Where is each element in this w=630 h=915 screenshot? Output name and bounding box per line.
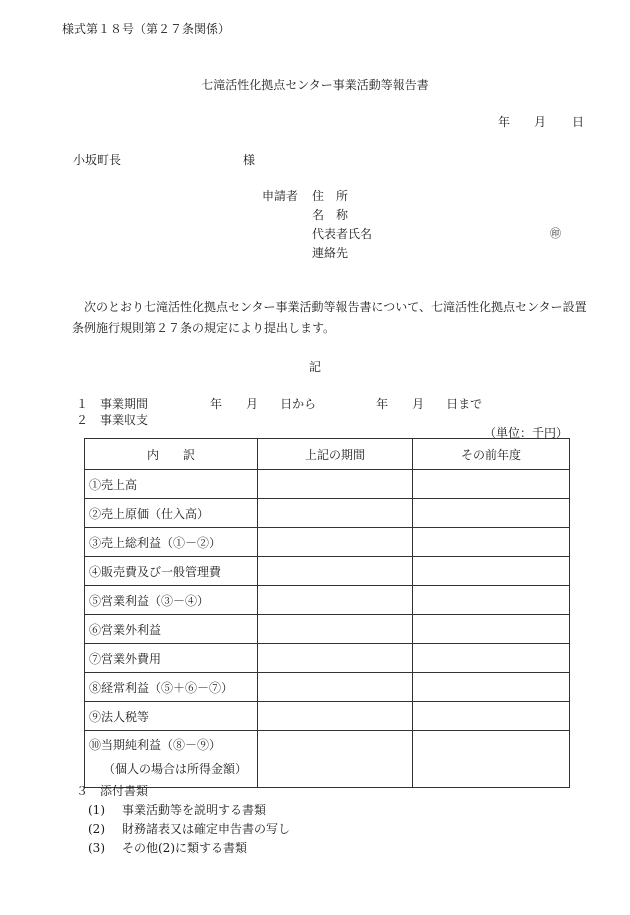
table-row: [85, 615, 570, 644]
cell-previous[interactable]: [413, 615, 570, 644]
date-line: [498, 113, 584, 130]
attachment-item: [88, 839, 247, 856]
header-current-period: 上記の期間: [258, 439, 413, 470]
body-paragraph: 次のとおり七滝活性化拠点センター事業活動等報告書について、七滝活性化拠点センター設置条例施行規則第２７条の規定により提出します。: [72, 300, 587, 335]
item-business-period: [76, 395, 482, 412]
cell-previous[interactable]: [413, 586, 570, 615]
table-row: [85, 673, 570, 702]
row-label: ⑥営業外利益: [85, 615, 258, 644]
cell-previous[interactable]: [413, 673, 570, 702]
item-attachments: [76, 782, 148, 799]
attachment-text: その他(2)に類する書類: [122, 841, 247, 855]
applicant-address-label: 住 所: [312, 189, 349, 203]
item1-number: １: [76, 397, 89, 411]
attachment-number: (1): [88, 803, 105, 817]
income-table: [84, 438, 570, 788]
cell-current[interactable]: [258, 673, 413, 702]
cell-current[interactable]: [258, 470, 413, 499]
table-row: [85, 702, 570, 731]
item1-year2: 年: [376, 397, 389, 411]
date-year: 年: [498, 115, 511, 129]
cell-current[interactable]: [258, 644, 413, 673]
cell-previous[interactable]: [413, 644, 570, 673]
item1-day-to: 日まで: [446, 397, 483, 411]
cell-current[interactable]: [258, 499, 413, 528]
cell-current[interactable]: [258, 557, 413, 586]
cell-current[interactable]: [258, 702, 413, 731]
applicant-label: 申請者: [262, 189, 299, 203]
attachment-text: 事業活動等を説明する書類: [122, 803, 267, 817]
unit-note: （単位：千円）: [484, 426, 569, 440]
attachment-item: [88, 801, 266, 818]
row-label: ②売上原価（仕入高）: [85, 499, 258, 528]
item1-day-from: 日から: [280, 397, 317, 411]
item1-month2: 月: [412, 397, 425, 411]
header-previous-year: その前年度: [413, 439, 570, 470]
cell-current[interactable]: [258, 528, 413, 557]
seal-mark: ㊞: [550, 227, 561, 240]
row-label: ⑧経常利益（⑤＋⑥－⑦）: [85, 673, 258, 702]
row-label: ①売上高: [85, 470, 258, 499]
attachment-text: 財務諸表又は確定申告書の写し: [122, 822, 291, 836]
honorific: 様: [243, 153, 256, 167]
cell-current[interactable]: [258, 615, 413, 644]
addressee: 小坂町長: [73, 153, 122, 167]
item3-number: ３: [76, 784, 89, 798]
table-row: [85, 499, 570, 528]
date-day: 日: [572, 115, 585, 129]
item3-label: 添付書類: [100, 784, 149, 798]
table-row: [85, 557, 570, 586]
cell-current[interactable]: [258, 731, 413, 788]
form-number: 様式第１８号（第２７条関係）: [62, 22, 231, 36]
cell-previous[interactable]: [413, 470, 570, 499]
item1-month1: 月: [246, 397, 259, 411]
cell-current[interactable]: [258, 586, 413, 615]
row-label: ⑨法人税等: [85, 702, 258, 731]
ki-heading: 記: [308, 360, 321, 374]
row-label: ⑤営業利益（③－④）: [85, 586, 258, 615]
table-row: [85, 528, 570, 557]
date-month: 月: [534, 115, 547, 129]
table-row: [85, 731, 570, 788]
item2-number: ２: [76, 413, 89, 427]
row-label-net-income: [85, 731, 258, 788]
table-row: [85, 644, 570, 673]
row-label: ③売上総利益（①－②）: [85, 528, 258, 557]
table-header-row: [85, 439, 570, 470]
cell-previous[interactable]: [413, 702, 570, 731]
contact-label: 連絡先: [312, 246, 349, 260]
applicant-name-label: 名 称: [312, 208, 349, 222]
item1-label: 事業期間: [100, 397, 149, 411]
header-breakdown: 内 訳: [85, 439, 258, 470]
attachment-item: [88, 820, 290, 837]
item1-year1: 年: [210, 397, 223, 411]
attachment-number: (2): [88, 822, 105, 836]
net-income-note: （個人の場合は所得金額）: [103, 762, 248, 776]
document-title: 七滝活性化拠点センター事業活動等報告書: [201, 78, 429, 92]
table-row: [85, 586, 570, 615]
cell-previous[interactable]: [413, 499, 570, 528]
table-row: [85, 470, 570, 499]
cell-previous[interactable]: [413, 731, 570, 788]
cell-previous[interactable]: [413, 528, 570, 557]
row-label: ④販売費及び一般管理費: [85, 557, 258, 586]
attachment-number: (3): [88, 841, 105, 855]
item2-label: 事業収支: [100, 413, 149, 427]
row-label: ⑦営業外費用: [85, 644, 258, 673]
cell-previous[interactable]: [413, 557, 570, 586]
item-business-balance: [76, 411, 148, 428]
net-income-label: ⑩当期純利益（⑧－⑨）: [89, 738, 222, 752]
representative-label: 代表者氏名: [312, 227, 373, 241]
